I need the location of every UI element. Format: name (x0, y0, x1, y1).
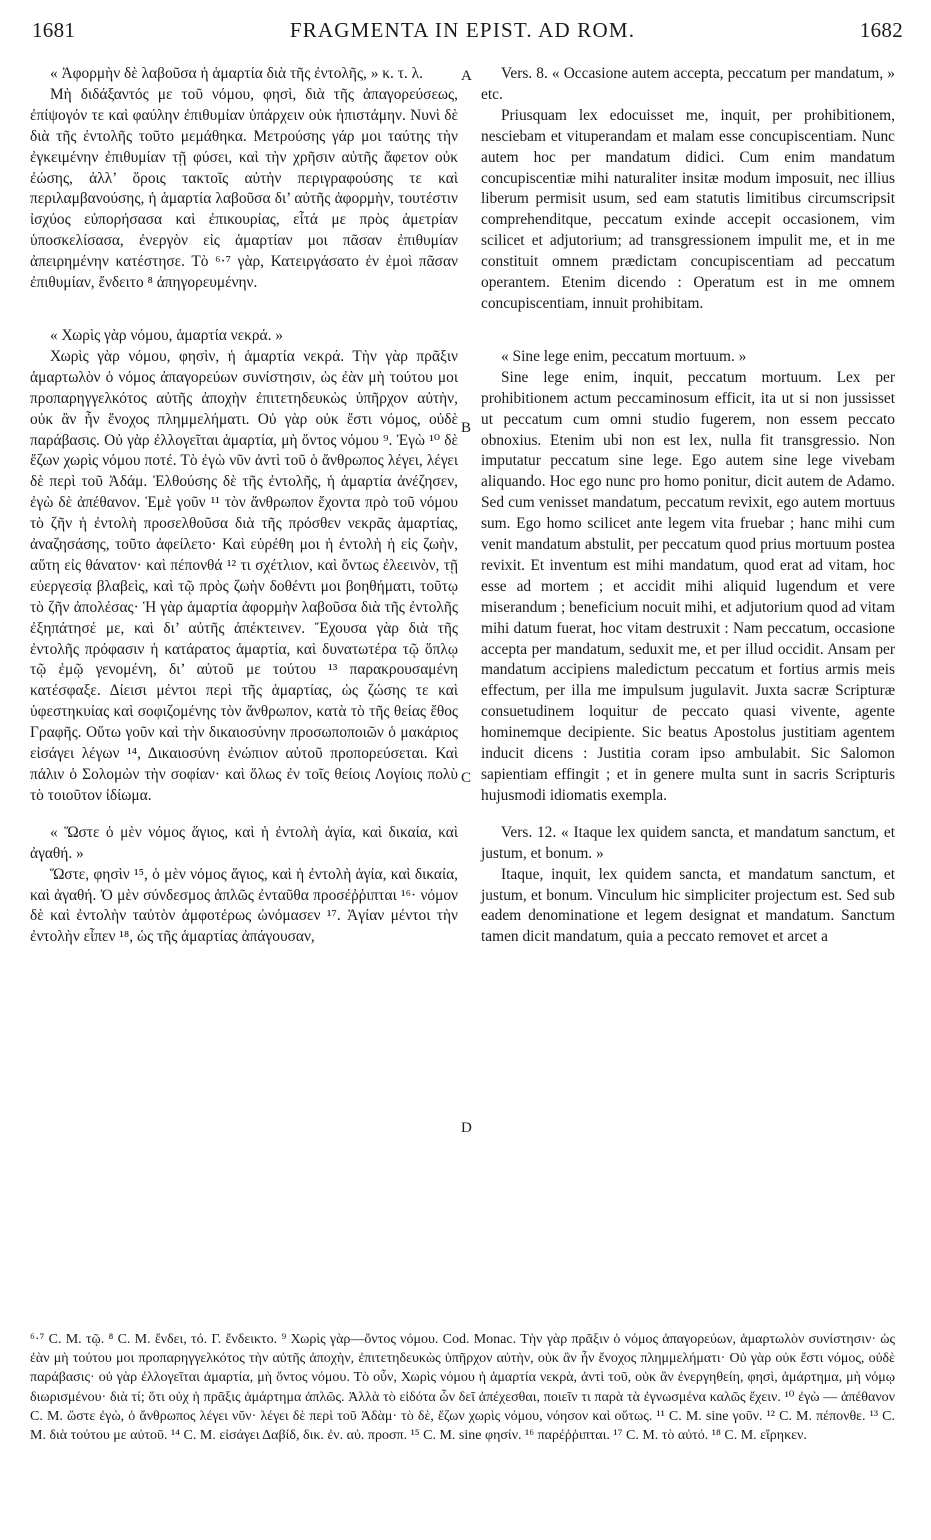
page-number-right: 1682 (859, 18, 903, 42)
greek-commentary-verse-12: Ὥστε, φησὶν ¹⁵, ὁ μὲν νόμος ἅγιος, καὶ ἡ ἐντολὴ ἁγία, καὶ δικαία, καὶ ἀγαθή. Ὁ μὲν σύνδεσμος ἁπλῶς ἐνταῦθα προσέῤῥιπται ¹⁶· νόμον δὲ καὶ ἐντολὴν ταὐτὸν ἀμφοτέρως ὠνόμασεν ¹⁷. Ἁγίαν μέντοι τὴν ἐντολὴν εἶπεν ¹⁸, ὡς τῆς ἁμαρτίας ἀπάγουσαν, (30, 865, 458, 946)
latin-commentary-verse-8: Priusquam lex edocuisset me, inquit, per prohibitionem, nesciebam et vituperandam et malam esse concupiscentiam. Nunc autem hoc per mandatum didici. Cum enim mandatum concupiscentiæ mihi naturaliter insitæ modum imposuit, nec illius liberum permisit usum, sed eam statutis limitibus circumscripsit comprehenditque, peccatum exinde accepit occasionem, vim scilicet et adjutorium; ad transgressionem impulit me, et in me constituit omnem prædictam concupiscentiam ad peccatum operantem. Etenim dicendo : Operatum est in me omnem concupiscentiam, innuit prohibitam. (481, 106, 895, 312)
latin-commentary-sine-lege: Sine lege enim, inquit, peccatum mortuum. Lex per prohibitionem actum peccaminosum efficit, ita ut si non jussisset ut peccatum cum omni studio fugerem, non essem peccato obnoxius. Etenim ubi non est lex, nulla fit transgressio. Non imputatur peccatum sine lege. Ego autem sine lege vivebam aliquando. Hoc ego nunc pro homo ponitur, dicit autem de Adamo. Sed cum venisset mandatum, peccatum revixit, ego autem mortuus sum. Ego homo scilicet ante legem vita fruebar ; hanc mihi cum venit mandatum abstulit, per peccatum quod prius mortuum postea revixit. Et inventum est mihi mandatum, quod erat ad vitam, hoc esse ad mortem ; et accidit mihi aliquid lugendum et vere miserandum ; beneficium nocuit mihi, et adjutorium quod ad vitam mihi datum fuerat, hoc vitam destruxit : Nam peccatum, occasione accepta per mandatum, seduxit me, et per illud occidit. Ansam per mandatum accipiens maledictum peccatum et fortius armis meis effectum, per illa me impulsum jugulavit. Juxta sacræ Scripturæ consuetudinem loquitur de peccato quasi vivente, agente hominemque decipiente. Sic beatus Apostolus justitiam agentem inducit dicens : Justitia coram ipso ambulabit. Sic Salomon sapientiam effingit ; et in genere multa sunt in sacris Scripturis hujusmodi idiomatis exempla. (481, 368, 895, 804)
greek-commentary-sine-lege: Χωρὶς γὰρ νόμου, φησὶν, ἡ ἁμαρτία νεκρά. Τὴν γὰρ πρᾶξιν ἁμαρτωλὸν ὁ νόμος ἀπαγορεύων συνίστησιν, ὡς ἐὰν μὴ τούτου μοι προπαρηγγελκότος αὐτῆς ἀποχὴν ἐπιτετηδευκὼς ὑπῆρχον αὐτὴν, οὐκ ἂν ἦν ἔνοχος πλημμελήματι. Οὐ γὰρ οὐκ ἔστι νόμος, οὐδὲ παράβασις. Οὐ γὰρ ἐλλογεῖται ἁμαρτία, μὴ ὄντος νόμου ⁹. Ἐγὼ ¹⁰ δὲ ἔζων χωρὶς νόμου ποτέ. Τὸ ἐγὼ νῦν ἀντὶ τοῦ ὁ ἄνθρωπος λέγει, λέγει δὲ περὶ τοῦ Ἀδάμ. Ἐλθούσης δὲ τῆς ἐντολῆς, ἡ ἁμαρτία ἀνέζησεν, ἐγὼ δὲ ἀπέθανον. Ἐμὲ γοῦν ¹¹ τὸν ἄνθρωπον ἔχοντα πρὸ τοῦ νόμου τὸ ζῆν ἡ ἐντολὴ προσελθοῦσα διὰ τῆς πρόσθεν νεκρᾶς ἁμαρτίας, ἀναζησάσης, τοῦτο ἀφείλετο· Καὶ εὑρέθη μοι ἡ ἐντολὴ ἡ εἰς ζωὴν, αὕτη εἰς θάνατον· καὶ πέπονθά ¹² τι σχέτλιον, καὶ ὄντως ἐλεεινὸν, τῇ εὐεργεσίᾳ βλαβεὶς, καὶ τῷ πρὸς ζωὴν δοθέντι μοι βοηθήματι, τοῦτῳ τὸ ζῆν ἀπολέσας· Ἡ γὰρ ἁμαρτία ἀφορμὴν λαβοῦσα διὰ τῆς ἐντολῆς ἐξηπάτησέ με, καὶ δι’ αὐτῆς ἀπέκτεινεν. Ἔχουσα γὰρ διὰ τῆς ἐντολῆς πρόφασιν ἡ κατάρατος ἁμαρτία, καὶ δυνατωτέρα τῷ ὅπλῳ τῷ ἐμῷ γενομένη, δι’ αὐτοῦ με τούτου ¹³ παρακρουσαμένη κατέσφαξε. Δίεισι μέντοι περὶ τῆς ἁμαρτίας, ὡς ζώσης τε καὶ ὑφεστηκυίας καὶ σοφιζομένης τὸν ἄνθρωπον, κατὰ τὸ τῆς θείας ἔθος Γραφῆς. Οὕτω γοῦν καὶ τὴν δικαιοσύνην προσωποποιῶν ὁ μακάριος εἰσάγει λέγων ¹⁴, Δικαιοσύνη ἐνώπιον αὐτοῦ προπορεύσεται. Καὶ πάλιν ὁ Σολομὼν τὴν σοφίαν· καὶ ὅλως ἐν τοῖς θείοις Λογίοις πολὺ τὸ τοιοῦτον ἰδίωμα. (30, 347, 458, 804)
footnotes-text: ⁶·⁷ C. M. τῷ. ⁸ C. M. ἔνδει, τό. Γ. ἔνδεικτο. ⁹ Χωρὶς γὰρ—ὄντος νόμου. Cod. Monac. Τὴν γὰρ πρᾶξιν ὁ νόμος ἀπαγορεύων, ἁμαρτωλὸν συνίστησιν· ὡς ἐὰν μὴ τούτου μοι προπαρηγγελκότος τὴν αὐτῆς ἀποχὴν, ἐπιτετηδευκὼς ὑπῆρχον αὐτὴν, οὐκ ἂν ἦν ἔνοχος πλημμελήματι· Οὐ γὰρ οὐκ ἔστι νόμος, οὐδὲ παράβασις· οὐ γὰρ ἐλλογεῖται ἁμαρτία, μὴ ὄντος νόμου. Τὸ οὖν, Χωρὶς νόμου ἡ ἁμαρτία νεκρὰ, ἀντὶ τοῦ, οὐκ ἂν ἐνεργηθείη, φησὶ, ἁμάρτημα, μὴ νόμῳ διωρισμένου· διὰ τί; ὅτι οὐχ ἡ πρᾶξις ἁμάρτημα ἁπλῶς. Ἀλλὰ τὸ εἰδότα ὧν δεῖ ἀπέχεσθαι, ποιεῖν τι παρὰ τὰ ἐγνωσμένα καλῶς ἔχειν. ¹⁰ ἐγὼ — ἀπέθανον C. M. ὥστε ἐγὼ, ὁ ἄνθρωπος λέγει νῦν· λέγει δὲ περὶ τοῦ Ἀδὰμ· τὸ δὲ, ἔζων χωρὶς νόμου, νόησον καὶ οὕτως. ¹¹ C. M. sine γοῦν. ¹² C. M. πέπονθε. ¹³ C. M. διὰ τούτου με αὐτοῦ. ¹⁴ C. M. εἰσάγει Δαβίδ, δικ. ἐν. αὐ. προσπ. ¹⁵ C. M. sine φησίν. ¹⁶ παρέῤῥιπται. ¹⁷ C. M. τὸ αὐτό. ¹⁸ C. M. εἴρηκεν. (30, 1332, 895, 1444)
margin-letter-b: B (461, 420, 472, 436)
greek-column (30, 64, 458, 948)
footnotes (30, 1330, 895, 1445)
greek-lemma-verse-12: « Ὥστε ὁ μὲν νόμος ἅγιος, καὶ ἡ ἐντολὴ ἁγία, καὶ δικαία, καὶ ἀγαθή. » (30, 823, 458, 862)
latin-lemma-verse-8: Vers. 8. « Occasione autem accepta, peccatum per mandatum, » etc. (481, 65, 895, 103)
running-title: FRAGMENTA IN EPIST. AD ROM. (289, 18, 636, 42)
latin-lemma-sine-lege: « Sine lege enim, peccatum mortuum. » (501, 347, 747, 365)
latin-column (481, 64, 895, 948)
page-number-left: 1681 (32, 18, 76, 42)
margin-letter-a: A (461, 68, 472, 84)
latin-lemma-verse-12: Vers. 12. « Itaque lex quidem sancta, et mandatum sanctum, et justum, et bonum. » (481, 823, 895, 862)
running-header (22, 18, 903, 48)
latin-commentary-verse-12: Itaque, inquit, lex quidem sancta, et mandatum sanctum, et justum, et bonum. Vinculum hic simpliciter projectum est. Sed sub eadem denominatione et legem designat et mandatum. Sanctum tamen dicit mandatum, quia a peccato removet et arcet a (481, 865, 895, 946)
greek-lemma-sine-lege: « Χωρὶς γὰρ νόμου, ἁμαρτία νεκρά. » (50, 326, 283, 344)
margin-letter-c: C (461, 770, 472, 786)
margin-letter-d: D (461, 1120, 472, 1136)
greek-lemma-verse-8: « Ἀφορμὴν δὲ λαβοῦσα ἡ ἁμαρτία διὰ τῆς ἐντολῆς, » κ. τ. λ. (50, 65, 423, 82)
greek-commentary-verse-8: Μὴ διδάξαντός με τοῦ νόμου, φησὶ, διὰ τῆς ἀπαγορεύσεως, ἐπίψογόν τε καὶ φαύλην ἐπιθυμίαν ὑπάρχειν οὐκ ἠπιστάμην. Νυνὶ δὲ διὰ τῆς ἐντολῆς τοῦτο μεμάθηκα. Μετρούσης γάρ μοι ταύτης τὴν ἐγκειμένην ἐπιθυμίαν τῇ φύσει, καὶ τὴν χρῆσιν αὐτῆς ἄφετον οὐκ ἐώσης, ἀλλ’ ὅροις τακτοῖς αὐτὴν περιγραφούσης τε καὶ περιλαμβανούσης, ἡ ἁμαρτία λαβοῦσα δι’ αὐτῆς ἀφορμὴν, τουτέστιν ἰσχύος εὐπορήσασα καὶ ἐπικουρίας, εἶτά με πρὸς ἀμετρίαν ὑποσκελίσασα, ἐνεργὸν εἰς ἁμαρτίαν μοι πᾶσαν ἐπιθυμίαν ἀπειρημένην κατέστησε. Τὸ ⁶·⁷ γὰρ, Κατειργάσατο ἐν ἐμοὶ πᾶσαν ἐπιθυμίαν, ἔνδειτο ⁸ ἀπηγορευμένην. (30, 85, 458, 292)
